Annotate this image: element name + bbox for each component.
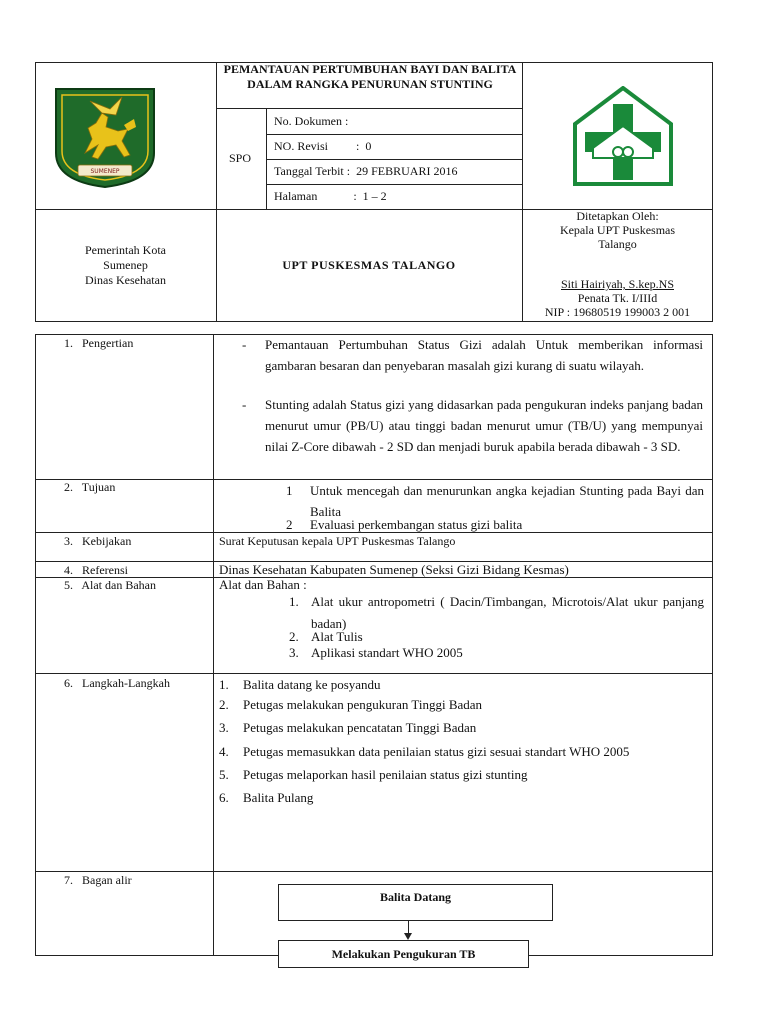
section-label-bagan: 7. Bagan alir	[64, 873, 132, 887]
sumenep-logo	[50, 83, 160, 190]
section-label-referensi: 4. Referensi	[64, 563, 128, 577]
meta-no-dokumen: No. Dokumen :	[274, 114, 349, 128]
flow-step: Balita Datang	[278, 884, 553, 921]
langkah-item: 3. Petugas melakukan pencatatan Tinggi Badan	[219, 720, 477, 735]
langkah-item: 1. Balita datang ke posyandu	[219, 677, 381, 692]
alat-intro: Alat dan Bahan :	[219, 577, 307, 592]
issuer-organization: Pemerintah Kota Sumenep Dinas Kesehatan	[85, 243, 166, 287]
tujuan-item: 2 Evaluasi perkembangan status gizi balita	[286, 517, 523, 532]
alat-item: 2. Alat Tulis	[289, 629, 363, 644]
section-label-kebijakan: 3. Kebijakan	[64, 534, 132, 548]
langkah-item: 4. Petugas memasukkan data penilaian status gizi sesuai standart WHO 2005	[219, 744, 630, 759]
kebijakan-text: Surat Keputusan kepala UPT Puskesmas Talango	[219, 534, 456, 548]
tujuan-item: 1 Untuk mencegah dan menurunkan angka kejadian Stunting pada Bayi dan Balita	[286, 483, 704, 519]
meta-tanggal-terbit: Tanggal Terbit : 29 FEBRUARI 2016	[274, 164, 458, 178]
meta-no-revisi: NO. Revisi : 0	[274, 139, 372, 153]
langkah-item: 2. Petugas melakukan pengukuran Tinggi Badan	[219, 697, 483, 712]
signatory-name: Siti Hairiyah, S.kep.NS	[561, 277, 674, 291]
pengertian-item: - Pemantauan Pertumbuhan Status Gizi adalah Untuk memberikan informasi gambaran besaran dan penyebaran masalah gizi kurang di suatu wilayah.	[242, 337, 703, 373]
langkah-item: 6. Balita Pulang	[219, 790, 314, 805]
referensi-text: Dinas Kesehatan Kabupaten Sumenep (Seksi Gizi Bidang Kesmas)	[219, 562, 569, 577]
document-title: PEMANTAUAN PERTUMBUHAN BAYI DAN BALITA DALAM RANGKA PENURUNAN STUNTING	[223, 62, 517, 91]
section-label-langkah: 6. Langkah-Langkah	[64, 676, 170, 690]
section-label-pengertian: 1. Pengertian	[64, 336, 134, 350]
spo-label: SPO	[229, 151, 252, 165]
meta-halaman: Halaman : 1 – 2	[274, 189, 387, 203]
section-label-tujuan: 2. Tujuan	[64, 480, 116, 494]
puskesmas-logo	[571, 86, 675, 186]
pengertian-item: - Stunting adalah Status gizi yang didasarkan pada pengukuran indeks panjang badan menurut umur (PB/U) atau tinggi badan menurut umur (TB/U) yang mempunyai nilai Z-Core dibawah - 2 SD dan menjadi buruk apabila berada dibawah - 3 SD.	[242, 397, 703, 454]
langkah-item: 5. Petugas melaporkan hasil penilaian status gizi stunting	[219, 767, 528, 782]
alat-item: 1. Alat ukur antropometri ( Dacin/Timbangan, Microtois/Alat ukur panjang badan)	[289, 594, 704, 631]
approval-block: Ditetapkan Oleh: Kepala UPT Puskesmas Talango Siti Hairiyah, S.kep.NS Penata Tk. I/IIId NIP : 19680519 199003 2 001	[522, 209, 713, 319]
logo-banner-text: SUMENEP	[90, 168, 120, 175]
flow-arrowhead	[404, 933, 412, 940]
facility-name: UPT PUSKESMAS TALANGO	[282, 258, 456, 272]
alat-item: 3. Aplikasi standart WHO 2005	[289, 645, 463, 660]
flow-step: Melakukan Pengukuran TB	[278, 940, 529, 968]
section-label-alat: 5. Alat dan Bahan	[64, 578, 156, 592]
